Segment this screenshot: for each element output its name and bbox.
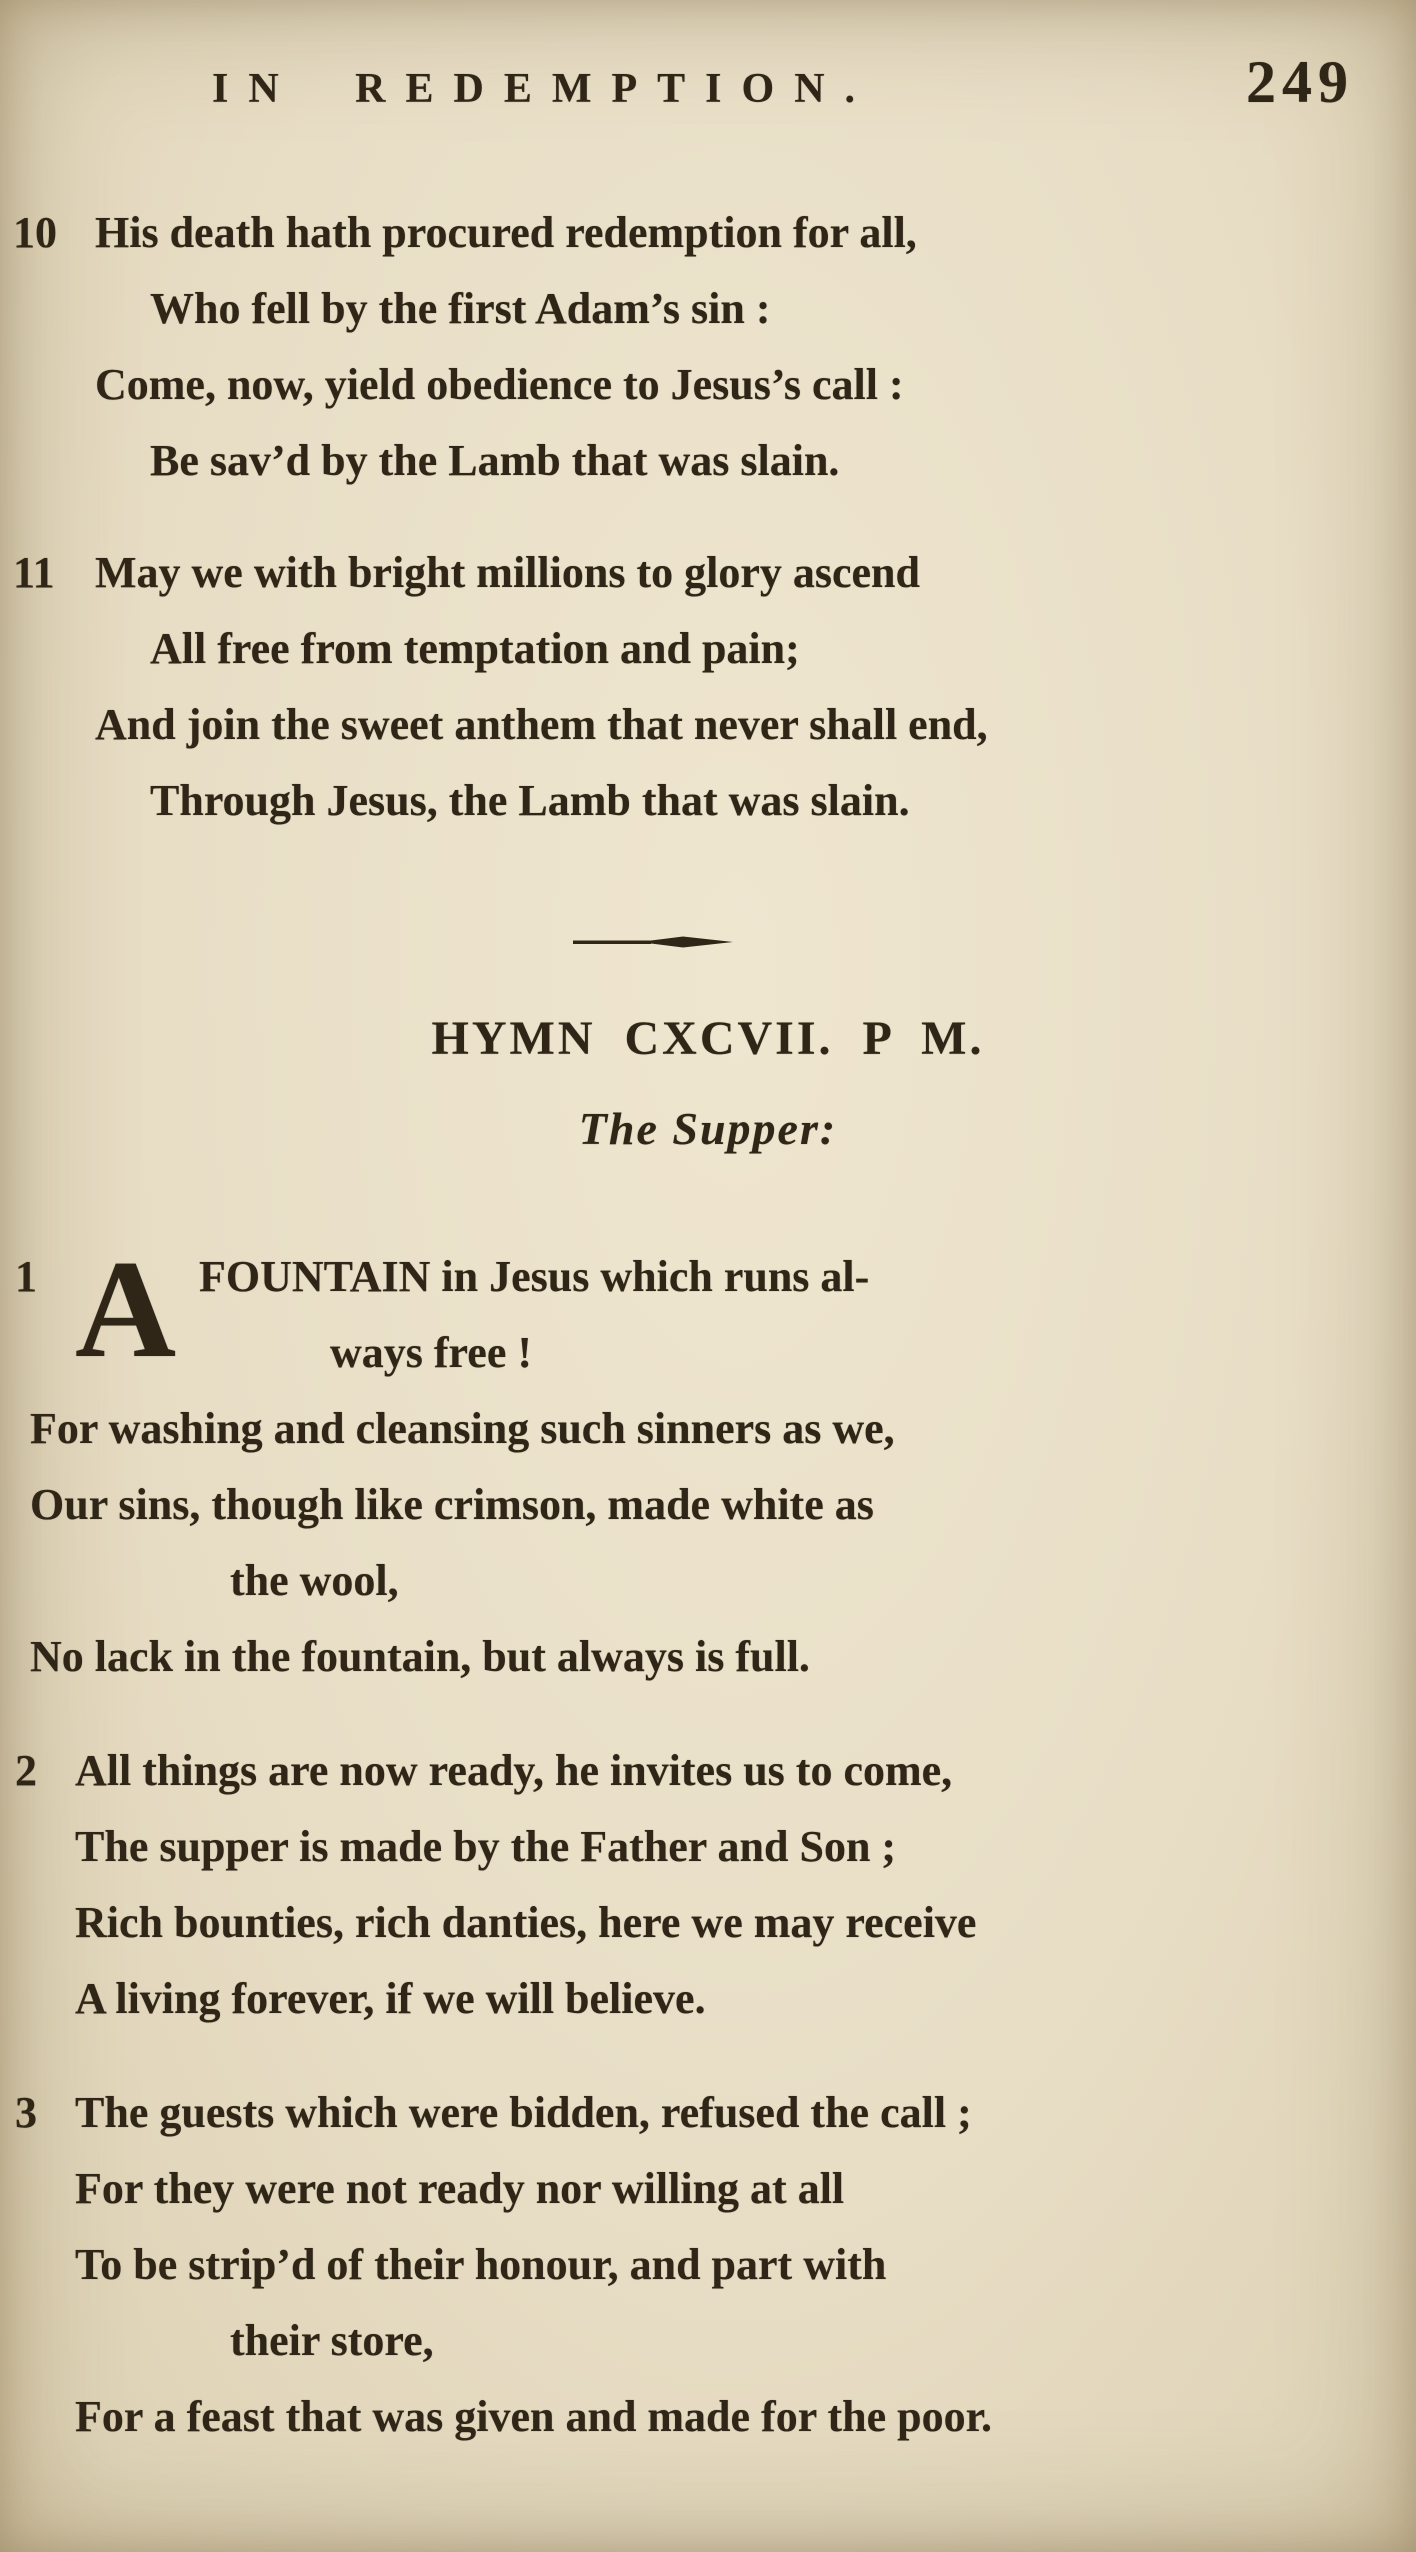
verse-number: 10 bbox=[13, 208, 57, 257]
verse-line: The supper is made by the Father and Son ; bbox=[75, 1822, 897, 1871]
page-header bbox=[0, 0, 1416, 117]
hymn-verses bbox=[0, 1232, 1416, 2455]
hymn-heading: HYMN CXCVII. P M. bbox=[431, 1012, 985, 1065]
verse-line: And join the sweet anthem that never shall end, bbox=[95, 700, 988, 749]
verse-line: All free from temptation and pain; bbox=[150, 624, 800, 673]
top-verses bbox=[0, 195, 1416, 839]
verse-line: their store, bbox=[230, 2316, 434, 2365]
section-divider bbox=[573, 935, 733, 949]
verse-line: No lack in the fountain, but always is full. bbox=[30, 1632, 810, 1681]
verse bbox=[13, 195, 1396, 499]
verse-line: For they were not ready nor willing at all bbox=[75, 2164, 845, 2213]
verse-number: 2 bbox=[15, 1746, 37, 1795]
verse-line: ways free ! bbox=[330, 1328, 532, 1377]
verse-line: FOUNTAIN in Jesus which runs al- bbox=[199, 1252, 870, 1301]
verse-line: A living forever, if we will believe. bbox=[75, 1974, 706, 2023]
verse-number: 3 bbox=[15, 2088, 37, 2137]
verse-number: 11 bbox=[13, 548, 55, 597]
hymn-subtitle: The Supper: bbox=[578, 1103, 838, 1154]
divider-rule-icon bbox=[573, 935, 733, 949]
verse bbox=[15, 1232, 1401, 1695]
hymn-section bbox=[0, 1007, 1416, 2455]
verse-line: For a feast that was given and made for the poor. bbox=[75, 2392, 993, 2441]
page-number: 249 bbox=[1246, 49, 1354, 115]
verse-line: the wool, bbox=[230, 1556, 399, 1605]
verse-line: May we with bright millions to glory ascend bbox=[95, 548, 920, 597]
verse-line: His death hath procured redemption for all, bbox=[95, 208, 917, 257]
verse bbox=[15, 2075, 1401, 2455]
verse-number: 1 bbox=[15, 1252, 37, 1301]
verse-line: Our sins, though like crimson, made white as bbox=[30, 1480, 874, 1529]
verse-line: To be strip’d of their honour, and part with bbox=[75, 2240, 887, 2289]
verse-line: Who fell by the first Adam’s sin : bbox=[150, 284, 771, 333]
dropcap-letter: A bbox=[75, 1232, 177, 1387]
verse bbox=[13, 535, 1396, 839]
verse-line: Come, now, yield obedience to Jesus’s call : bbox=[95, 360, 904, 409]
verse-line: Be sav’d by the Lamb that was slain. bbox=[150, 436, 840, 485]
verse bbox=[15, 1733, 1401, 2037]
verse-line: For washing and cleansing such sinners as we, bbox=[30, 1404, 895, 1453]
verse-line: All things are now ready, he invites us to come, bbox=[75, 1746, 953, 1795]
running-title: IN REDEMPTION. bbox=[212, 66, 876, 112]
verse-line: The guests which were bidden, refused the call ; bbox=[75, 2088, 972, 2137]
verse-line: Rich bounties, rich danties, here we may receive bbox=[75, 1898, 977, 1947]
verse-line: Through Jesus, the Lamb that was slain. bbox=[150, 776, 910, 825]
